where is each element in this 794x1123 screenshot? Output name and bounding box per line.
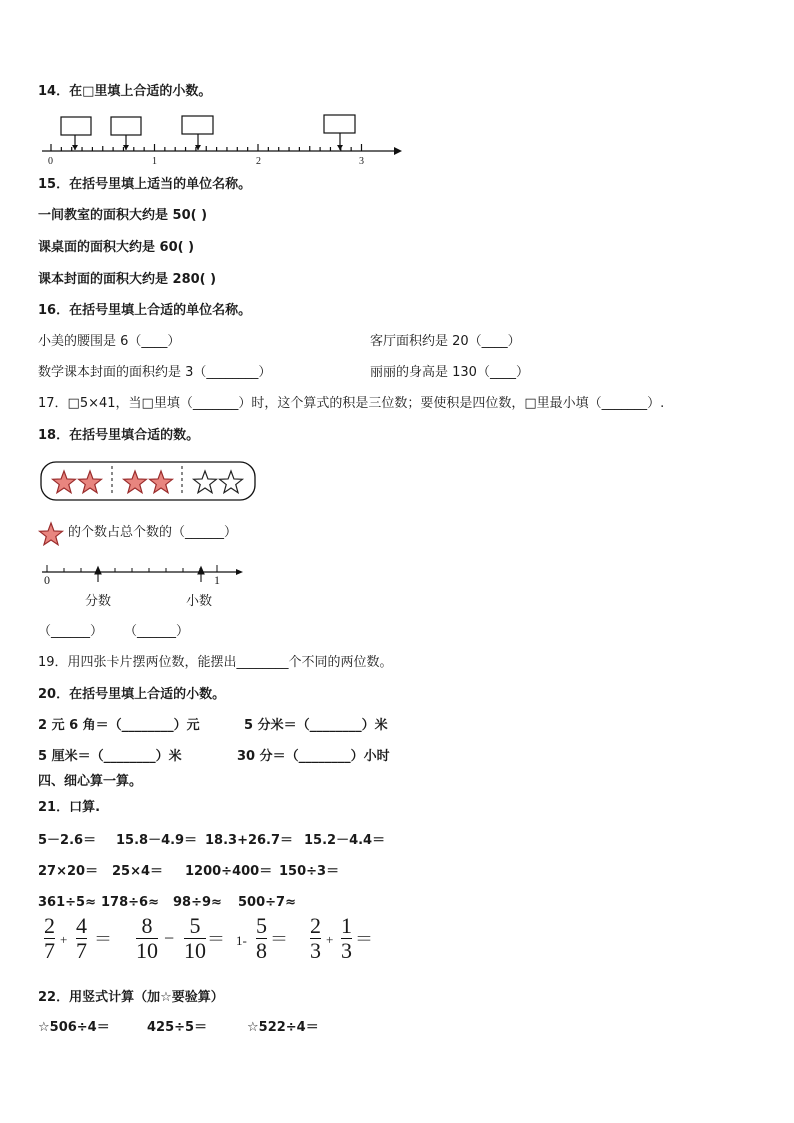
- q14-title: 14．在□里填上合适的小数。: [38, 84, 212, 99]
- q21-r3-3: 98÷9≈: [173, 895, 222, 910]
- q15-line-2: 课桌面的面积大约是 60( ): [38, 240, 195, 255]
- q22-item-1: ☆506÷4＝: [38, 1020, 110, 1035]
- q15-line-3: 课本封面的面积大约是 280( ): [38, 272, 217, 287]
- q21-r3-2: 178÷6≈: [101, 895, 159, 910]
- q21-frac4-a: 2 3: [310, 913, 321, 963]
- q21-frac1-b: 4 7: [76, 913, 87, 963]
- q21-r1-1: 5－2.6＝: [38, 833, 97, 848]
- q16-title: 16．在括号里填上合适的单位名称。: [38, 303, 252, 318]
- q21-frac4-b: 1 3: [341, 913, 352, 963]
- q14-tick-0: 0: [48, 156, 53, 167]
- q16-item-1: 小美的腰围是 6（____）: [38, 334, 181, 349]
- q18-star-caption: 的个数占总个数的（______）: [68, 525, 238, 540]
- q18-line-1: 1: [214, 573, 220, 587]
- q19-text: 19．用四张卡片摆两位数，能摆出________个不同的两位数。: [38, 655, 393, 670]
- q22-item-3: ☆522÷4＝: [247, 1020, 319, 1035]
- legend-star-icon: [40, 523, 63, 545]
- q21-frac1-op: +: [60, 932, 68, 947]
- q22-item-2: 425÷5＝: [147, 1020, 208, 1035]
- q21-frac4-eq: ＝: [355, 929, 373, 949]
- q16-item-4: 丽丽的身高是 130（____）: [370, 365, 529, 380]
- q18-title: 18．在括号里填合适的数。: [38, 428, 200, 443]
- q21-frac4-op: +: [326, 932, 334, 947]
- q21-frac3-b: 5 8: [256, 913, 267, 963]
- q21-r1-2: 15.8－4.9＝: [116, 833, 198, 848]
- q18-blank-2: （______）: [124, 624, 190, 639]
- q21-r2-4: 150÷3＝: [279, 864, 340, 879]
- q17-text: 17．□5×41，当□里填（_______）时，这个算式的积是三位数；要使积是四位数，□里最小填（_______）.: [38, 396, 665, 411]
- q21-r2-1: 27×20＝: [38, 864, 99, 879]
- filled-star-icon: [150, 471, 173, 493]
- q21-frac3-lead: 1-: [236, 933, 247, 948]
- q18-arrow-fraction: 分数: [85, 594, 112, 609]
- q18-line-0: 0: [44, 573, 50, 587]
- q15-title: 15．在括号里填上适当的单位名称。: [38, 177, 252, 192]
- filled-star-icon: [53, 471, 76, 493]
- q20-item-1: 2 元 6 角＝（________）元: [38, 718, 200, 733]
- section-4-title: 四、细心算一算。: [38, 774, 143, 789]
- q14-tick-2: 2: [256, 156, 261, 167]
- filled-star-icon: [124, 471, 147, 493]
- q15-line-1: 一间教室的面积大约是 50( ): [38, 208, 208, 223]
- q21-frac2-op: −: [164, 928, 175, 948]
- q16-item-3: 数学课本封面的面积约是 3（________）: [38, 365, 272, 380]
- q21-frac2-a: 8 10: [136, 913, 158, 963]
- empty-star-icon: [220, 471, 243, 493]
- q20-item-4: 30 分＝（________）小时: [237, 749, 390, 764]
- q18-arrow-decimal: 小数: [186, 594, 213, 609]
- q14-tick-1: 1: [152, 156, 157, 167]
- q21-r3-4: 500÷7≈: [238, 895, 296, 910]
- q21-r3-1: 361÷5≈: [38, 895, 96, 910]
- q21-frac2-b: 5 10: [184, 913, 206, 963]
- filled-star-icon: [79, 471, 102, 493]
- q21-frac1-eq: ＝: [94, 929, 112, 949]
- q21-r2-3: 1200÷400＝: [185, 864, 273, 879]
- q21-frac2-eq: ＝: [207, 929, 225, 949]
- q16-item-2: 客厅面积约是 20（____）: [370, 334, 521, 349]
- q21-frac1-a: 2 7: [44, 913, 55, 963]
- empty-star-icon: [194, 471, 217, 493]
- q22-title: 22．用竖式计算（加☆要验算）: [38, 990, 224, 1005]
- q18-blank-1: （______）: [38, 624, 104, 639]
- q21-r1-4: 15.2－4.4＝: [304, 833, 386, 848]
- q14-tick-3: 3: [359, 156, 364, 167]
- q20-item-2: 5 分米＝（________）米: [244, 718, 388, 733]
- q21-r1-3: 18.3+26.7＝: [205, 833, 294, 848]
- q21-title: 21．口算.: [38, 800, 101, 815]
- q20-title: 20．在括号里填上合适的小数。: [38, 687, 226, 702]
- q20-item-3: 5 厘米＝（________）米: [38, 749, 182, 764]
- q21-frac3-eq: ＝: [270, 929, 288, 949]
- q21-r2-2: 25×4＝: [112, 864, 164, 879]
